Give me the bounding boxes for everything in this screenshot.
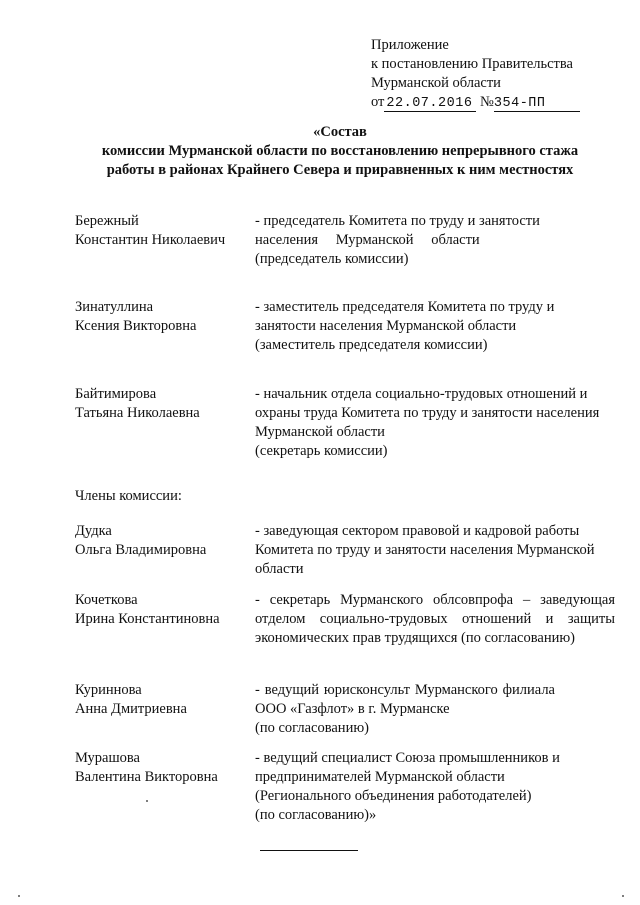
given-names: Ирина Константиновна [75,611,220,627]
person-name [75,298,250,336]
surname: Кочеткова [75,592,138,608]
appendix-line-2: к постановлению Правительства [371,56,573,72]
given-names: Валентина Викторовна [75,769,218,785]
role-line: охраны труда Комитета по труду и занятости населения [255,405,600,421]
given-names: Татьяна Николаевна [75,405,200,421]
title-line-2: комиссии Мурманской области по восстановлению непрерывного стажа [101,143,579,159]
person-role [255,591,615,648]
surname: Бережный [75,213,139,229]
role-line: занятости населения Мурманской области [255,318,517,334]
person-role [255,522,615,579]
person-role [255,298,615,355]
number-label: № [480,94,494,110]
role-line: Мурманской области [255,424,385,440]
person-role [255,749,615,825]
role-line: - ведущий юрисконсульт Мурманского филиала [255,682,555,698]
role-line: ООО «Газфлот» в г. Мурманске [255,701,450,717]
surname: Куриннова [75,682,142,698]
person-name [75,681,250,719]
appendix-block [371,36,580,112]
scan-speck [18,895,20,897]
surname: Байтимирова [75,386,157,402]
scan-speck [146,800,148,802]
role-line: (председатель комиссии) [255,251,409,267]
closing-rule [260,850,358,851]
role-line: Комитета по труду и занятости населения Мурманской [255,542,595,558]
decree-date: 22.07.2016 [384,96,476,112]
members-label: Члены комиссии: [75,488,182,504]
person-name [75,212,250,250]
title-line-1: «Состав [313,124,367,140]
role-line: (Регионального объединения работодателей) [255,788,532,804]
given-names: Ольга Владимировна [75,542,207,558]
given-names: Анна Дмитриевна [75,701,187,717]
surname: Мурашова [75,750,140,766]
role-line: - секретарь Мурманского облсовпрофа – заведующая [255,592,615,608]
role-line: населения Мурманской области [255,232,480,248]
decree-number: 354-ПП [494,96,580,112]
role-line: - заведующая сектором правовой и кадровой работы [255,523,580,539]
person-role [255,681,615,738]
role-line: (по согласованию) [255,720,369,736]
appendix-date-line [371,93,580,112]
from-label: от [371,94,385,110]
person-role [255,385,615,461]
role-line: (по согласованию)» [255,807,377,823]
role-line: предпринимателей Мурманской области [255,769,505,785]
given-names: Константин Николаевич [75,232,226,248]
role-line: - председатель Комитета по труду и занятости [255,213,540,229]
person-name [75,591,250,629]
person-name [75,749,250,787]
appendix-line-3: Мурманской области [371,75,501,91]
role-line: экономических прав трудящихся (по согласованию) [255,630,576,646]
role-line: - начальник отдела социально-трудовых отношений и [255,386,588,402]
document-title [40,123,640,180]
title-line-3: работы в районах Крайнего Севера и приравненных к ним местностях [106,162,574,178]
person-name [75,522,250,560]
role-line: (заместитель председателя комиссии) [255,337,488,353]
scan-speck [622,895,624,897]
role-line: - заместитель председателя Комитета по труду и [255,299,555,315]
person-role [255,212,615,269]
role-line: отделом социально-трудовых отношений и защиты [255,611,615,627]
role-line: - ведущий специалист Союза промышленников и [255,750,560,766]
surname: Зинатуллина [75,299,154,315]
given-names: Ксения Викторовна [75,318,197,334]
person-name [75,385,250,423]
role-line: (секретарь комиссии) [255,443,388,459]
appendix-line-1: Приложение [371,37,449,53]
surname: Дудка [75,523,112,539]
role-line: области [255,561,304,577]
